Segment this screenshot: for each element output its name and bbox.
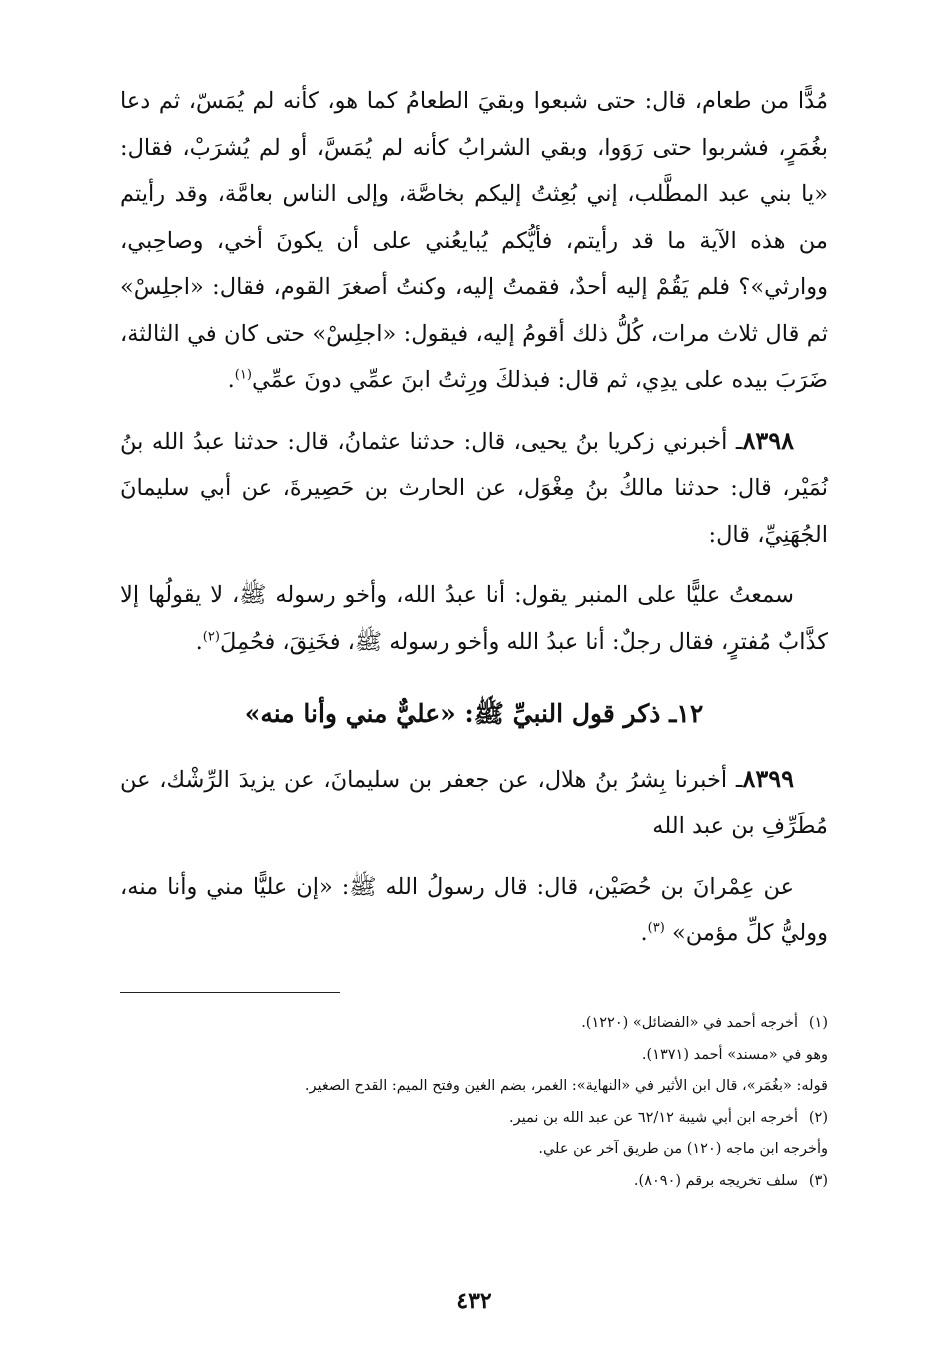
hadith-number: ٨٣٩٨ (742, 425, 794, 455)
footnote-divider (120, 992, 340, 993)
narration-continuation: مُدًّا من طعام، قال: حتى شبعوا وبقيَ الطعامُ كما هو، كأنه لم يُمَسّ، ثم دعا بغُمَرٍ، فشربوا حتى رَوَوا، وبقي الشرابُ كأنه لم يُمَسَّ، أو لم يُشرَبْ، فقال: «يا بني عبد المطَّلب، إني بُعِثتُ إليكم بخاصَّة، وإلى الناس بعامَّة، وقد رأيتم من هذه الآية ما قد رأيتم، فأيُّكم يُبايعُني على أن يكونَ أخي، وصاحِبي، ووارثي»؟ فلم يَقُمْ إليه أحدٌ، فقمتُ إليه، وكنتُ أصغرَ القوم، فقال: «اجلِسْ» ثم قال ثلاث مرات، كُلُّ ذلك أقومُ إليه، فيقول: «اجلِسْ» حتى كان في الثالثة، ضَرَبَ بيده على يدِي، ثم قال: فبذلكَ ورِثتُ ابنَ عمِّي دونَ عمِّي$^{(١)}$. (120, 88, 828, 393)
footnote-ref-1: (١) (234, 367, 252, 383)
footnote-number: (٢) (808, 1109, 828, 1126)
footnote-number: (١) (808, 1015, 828, 1031)
footnote-text: قوله: «بغُمَر»، قال ابن الأثير في «النهاية»: الغمر، بضم الغين وفتح الميم: القدح الصغير. (304, 1078, 828, 1094)
footnote-text: أخرجه أحمد في «الفضائل» (١٢٢٠). (581, 1015, 798, 1031)
footnote-item (120, 1166, 828, 1198)
hadith-8399-isnad (120, 756, 828, 850)
narration-text: مُدًّا من طعام، قال: حتى شبعوا وبقيَ الطعامُ كما هو، كأنه لم يُمَسّ، ثم دعا بغُمَرٍ، فشربوا حتى رَوَوا، وبقي الشرابُ كأنه لم يُمَسَّ، أو لم يُشرَبْ، فقال: «يا بني عبد المطَّلب، إني بُعِثتُ إليكم بخاصَّة، وإلى الناس بعامَّة، وقد رأيتم من هذه الآية ما قد رأيتم، فأيُّكم يُبايعُني على أن يكونَ أخي، وصاحِبي، ووارثي»؟ فلم يَقُمْ إليه أحدٌ، فقمتُ إليه، وكنتُ أصغرَ القوم، فقال: «اجلِسْ» ثم قال ثلاث مرات، كُلُّ ذلك أقومُ إليه، فيقول: «اجلِسْ» حتى كان في الثالثة، ضَرَبَ بيده على يدِي، ثم قال: فبذلكَ ورِثتُ ابنَ عمِّي دونَ عمِّي (120, 88, 828, 393)
footnote-item (120, 1103, 828, 1135)
hadith-number: ٨٣٩٩ (742, 763, 794, 793)
footnote-text: وأخرجه ابن ماجه (١٢٠) من طريق آخر عن علي. (538, 1141, 828, 1157)
chapter-title: ١٢ـ ذكر قول النبيِّ ﷺ: «عليٌّ مني وأنا منه» (244, 699, 704, 728)
hadith-8398-isnad (120, 418, 828, 559)
main-text (120, 78, 828, 957)
matn-text: سمعتُ عليًّا على المنبر يقول: أنا عبدُ الله، وأخو رسوله ﷺ، لا يقولُها إلا كذَّابٌ مُفترٍ، فقال رجلٌ: أنا عبدُ الله وأخو رسوله ﷺ، فخَنِقَ، فحُمِلَ (120, 582, 828, 655)
footnote-number: (٣) (808, 1172, 828, 1189)
footnote-ref-2: (٢) (202, 629, 220, 644)
footnote-text: سلف تخريجه برقم (٨٠٩٠). (633, 1172, 798, 1189)
isnad-text: ـ أخبرني زكريا بنُ يحيى، قال: حدثنا عثمانُ، قال: حدثنا عبدُ الله بنُ نُمَيْر، قال: حدثنا مالكُ بنُ مِغْوَل، عن الحارث بن حَصِيرةَ، عن أبي سليمانَ الجُهَنِيِّ، قال: (120, 428, 828, 548)
hadith-8399-matn: عن عِمْرانَ بن حُصَيْن، قال: قال رسولُ الله ﷺ: «إن عليًّا مني وأنا منه، ووليُّ كلِّ مؤمن» $^{(٣)}$. (120, 873, 828, 946)
footnote-item (120, 1008, 828, 1040)
matn-text: عن عِمْرانَ بن حُصَيْن، قال: قال رسولُ الله ﷺ: «إن عليًّا مني وأنا منه، ووليُّ كلِّ مؤمن» (120, 873, 828, 946)
footnote-item (120, 1134, 828, 1166)
hadith-8398-matn: سمعتُ عليًّا على المنبر يقول: أنا عبدُ الله، وأخو رسوله ﷺ، لا يقولُها إلا كذَّابٌ مُفترٍ، فقال رجلٌ: أنا عبدُ الله وأخو رسوله ﷺ، فخَنِقَ، فحُمِلَ$^{(٢)}$. (120, 582, 828, 655)
footnote-item (120, 1040, 828, 1072)
isnad-text: ـ أخبرنا بِشرُ بنُ هلال، عن جعفر بن سليمانَ، عن يزيدَ الرِّشْك، عن مُطَرِّفِ بن عبد الله (120, 766, 828, 839)
footnote-text: وهو في «مسند» أحمد (١٣٧١). (641, 1046, 828, 1063)
footnote-ref-3: (٣) (647, 920, 665, 936)
footnote-item (120, 1071, 828, 1103)
footnotes (120, 1008, 828, 1197)
page-number: ٤٣٢ (456, 1288, 492, 1314)
footnote-text: أخرجه ابن أبي شيبة ٦٢/١٢ عن عبد الله بن نمير. (508, 1109, 798, 1126)
